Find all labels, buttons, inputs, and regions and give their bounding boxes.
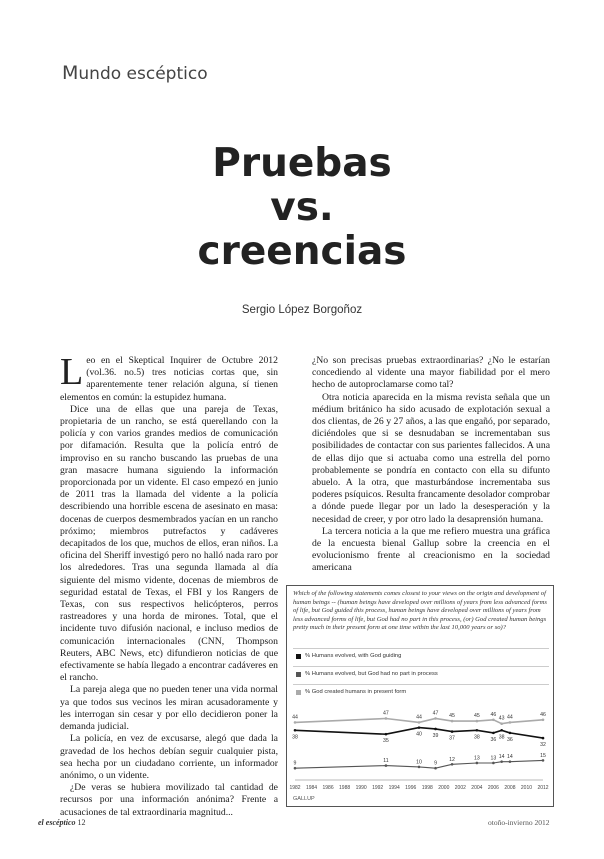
- legend-swatch: [296, 672, 301, 677]
- data-point: [451, 720, 454, 723]
- section-label: undo escéptico: [78, 64, 208, 84]
- legend-item: [293, 648, 549, 664]
- data-point: [434, 728, 437, 731]
- data-label: 38: [498, 734, 505, 741]
- data-label: 44: [292, 714, 298, 721]
- paragraph: La policía, en vez de excusarse, alegó que dada la gravedad de los hechos debían seguir cualquier pista, sea hecha por un ciudadano corriente, un informador anónimo, o un vidente.: [60, 733, 278, 781]
- x-tick-label: 2000: [438, 785, 450, 791]
- data-point: [385, 764, 388, 767]
- data-point: [500, 760, 503, 763]
- x-tick-label: 1990: [355, 785, 367, 791]
- x-tick-label: 2002: [454, 785, 466, 791]
- data-label: 35: [383, 738, 389, 745]
- data-label: 45: [473, 713, 480, 720]
- x-tick-label: 2006: [487, 785, 499, 791]
- x-tick-label: 1984: [305, 785, 318, 791]
- data-point: [294, 729, 297, 732]
- data-point: [542, 718, 545, 721]
- data-label: 14: [507, 754, 513, 761]
- drop-cap: L: [60, 351, 84, 393]
- data-label: 46: [490, 711, 497, 718]
- data-point: [492, 762, 495, 765]
- legend-label: % God created humans in present form: [305, 689, 407, 695]
- title-line: vs.: [270, 185, 334, 230]
- data-point: [434, 717, 437, 720]
- data-point: [418, 721, 421, 724]
- data-point: [509, 760, 512, 763]
- data-point: [418, 726, 421, 729]
- x-tick-label: 1994: [388, 785, 400, 791]
- section-initial: M: [62, 62, 79, 84]
- legend-label: % Humans evolved, but God had no part in process: [305, 671, 438, 677]
- magazine-name: el escéptico: [38, 818, 76, 827]
- data-label: 44: [416, 714, 422, 721]
- x-tick-label: 2012: [537, 785, 549, 791]
- data-label: 13: [473, 755, 480, 762]
- legend-swatch: [296, 690, 301, 695]
- data-label: 9: [434, 760, 437, 767]
- data-label: 37: [449, 735, 455, 742]
- page-number: 12: [77, 818, 86, 827]
- paragraph: [60, 351, 278, 404]
- data-point: [451, 763, 454, 766]
- x-tick-label: 1988: [339, 785, 351, 791]
- data-point: [476, 762, 479, 765]
- article-title: [0, 142, 604, 274]
- data-label: 15: [540, 752, 546, 759]
- data-point: [294, 767, 297, 770]
- data-point: [542, 737, 545, 740]
- data-point: [418, 766, 421, 769]
- line-chart: [287, 704, 553, 796]
- paragraph: ¿No son precisas pruebas extraordinarias? ¿No le estarían concediendo al vidente una mayor fiabilidad por el mero hecho de autoproclamarse como tal?: [312, 355, 550, 391]
- paragraph: ¿De veras se hubiera movilizado tal cantidad de recursos por una información anónima? Frente a acusaciones de tal extraordinaria magnitud...: [60, 782, 278, 818]
- article-author: Sergio López Borgoñoz: [241, 304, 363, 316]
- data-point: [542, 759, 545, 762]
- x-tick-label: 1992: [372, 785, 384, 791]
- column-left: [60, 351, 278, 818]
- data-label: 32: [540, 742, 546, 749]
- data-label: 39: [432, 732, 439, 739]
- data-point: [385, 733, 388, 736]
- x-tick-label: 1986: [322, 785, 334, 791]
- data-point: [476, 729, 479, 732]
- gallup-chart-figure: [286, 585, 554, 807]
- data-label: 38: [473, 734, 480, 741]
- paragraph-text: eo en el Skeptical Inquirer de Octubre 2012 (vol.36. no.5) tres noticias cortas que, sin aparentemente tener relación alguna, sí tienen elementos en común: la estupidez humana.: [60, 355, 278, 403]
- footer-left: [38, 818, 86, 827]
- section-header: [62, 62, 208, 84]
- data-label: 9: [293, 760, 297, 767]
- x-tick-label: 2008: [504, 785, 516, 791]
- x-tick-label: 1998: [421, 785, 433, 791]
- data-point: [476, 720, 479, 723]
- paragraph: La pareja alega que no pueden tener una vida normal ya que todos sus vecinos les miran acusadoramente y les interrogan sin cesar y por ello decidieron poner la demanda judicial.: [60, 684, 278, 733]
- x-tick-label: 1982: [289, 785, 301, 791]
- data-point: [451, 730, 454, 733]
- data-point: [500, 722, 503, 725]
- data-point: [434, 767, 437, 770]
- paragraph: La tercera noticia a la que me refiero muestra una gráfica de la encuesta bienal Gallup sobre la creencia en el evolucionismo frente al creacionismo en la sociedad americana: [312, 525, 550, 574]
- data-point: [294, 721, 297, 724]
- data-label: 38: [292, 734, 298, 741]
- data-label: 14: [498, 754, 505, 761]
- data-point: [492, 732, 495, 735]
- chart-question: Which of the following statements comes closest to your views on the origin and development of human beings -- (human beings have developed over millions of years from less advanced forms of life, but God guided this process, human beings have developed over millions of years from less advanced forms of life, but God had no part in this process, (or) God created human beings pretty much in their present form at one time within the last 10,000 years or so)?: [293, 590, 547, 632]
- chart-legend: [293, 648, 549, 704]
- title-line: creencias: [197, 229, 407, 274]
- data-point: [385, 717, 388, 720]
- data-point: [492, 718, 495, 721]
- x-tick-label: 2010: [520, 785, 533, 791]
- data-label: 43: [498, 715, 505, 722]
- data-label: 44: [507, 714, 513, 721]
- legend-item: [293, 666, 549, 682]
- data-label: 36: [490, 736, 497, 743]
- data-label: 45: [449, 713, 455, 720]
- paragraph: Otra noticia aparecida en la misma revista señala que un médium británico ha sido acusado de explotación sexual a dos clientas, de 26 y 27 años, a las que engañó, por separado, diciéndoles que si se desnudaban se incrementaban sus posibilidades de contactar con sus parientes fallecidos. A una de ellas dijo que si actuaba como una estrella del porno probablemente se pondría en contacto con ella su difunto abuelo. A la otra, que masturbándose incrementaba sus poderes psíquicos. Resulta francamente desolador comprobar a dónde puede llegar por un lado la desesperación y la necesidad de creer, y por otro lado la desaprensión humana.: [312, 391, 550, 525]
- issue-label: otoño-invierno 2012: [488, 818, 550, 827]
- data-label: 36: [507, 736, 513, 743]
- chart-source: GALLUP: [293, 796, 315, 802]
- data-label: 12: [449, 756, 455, 763]
- data-point: [509, 732, 512, 735]
- column-right: [312, 355, 550, 574]
- data-point: [509, 721, 512, 724]
- data-point: [500, 729, 503, 732]
- paragraph: Dice una de ellas que una pareja de Texas, propietaria de un rancho, se está querellando con la policía y con varios grandes medios de comunicación por difamación. Resulta que la policía entró de improviso en su rancho buscando las pruebas de una gran masacre humana siguiendo la información proporcionada por un vidente. El caso empezó en junio de 2011 tras la llamada del vidente a la policía describiendo una horrible escena de asesinato en masa: docenas de cuerpos desmembrados yacían en un rancho próximo; miembros putrefactos y cadáveres decapitados de los que, muchos de ellos, eran niños. La oficina del Sheriff investigó pero no halló nada raro por los alrededores. Tras una segunda llamada al día siguiente del mismo vidente, docenas de miembros de seguridad estatal de Texas, el FBI y los Rangers de Texas, con sus respectivos helicópteros, perros rastreadores y una horda de mirones. Total, que el incidente tuvo difusión nacional, e incluso medios de comunicación internacionales (CNN, Thompson Reuters, ABC News, etc) difundieron noticias de que efectivamente se había llegado a encontrar cadáveres en el rancho.: [60, 403, 278, 684]
- legend-item: [293, 684, 549, 700]
- legend-label: % Humans evolved, with God guiding: [305, 653, 402, 659]
- data-label: 40: [416, 731, 422, 738]
- data-label: 47: [383, 710, 389, 717]
- data-label: 47: [432, 710, 439, 717]
- x-tick-label: 1996: [405, 785, 417, 791]
- title-line: Pruebas: [212, 141, 392, 186]
- data-label: 11: [383, 758, 389, 765]
- data-label: 13: [490, 755, 497, 762]
- legend-swatch: [296, 654, 301, 659]
- data-label: 46: [540, 711, 546, 718]
- data-label: 10: [416, 759, 422, 766]
- x-tick-label: 2004: [471, 785, 483, 791]
